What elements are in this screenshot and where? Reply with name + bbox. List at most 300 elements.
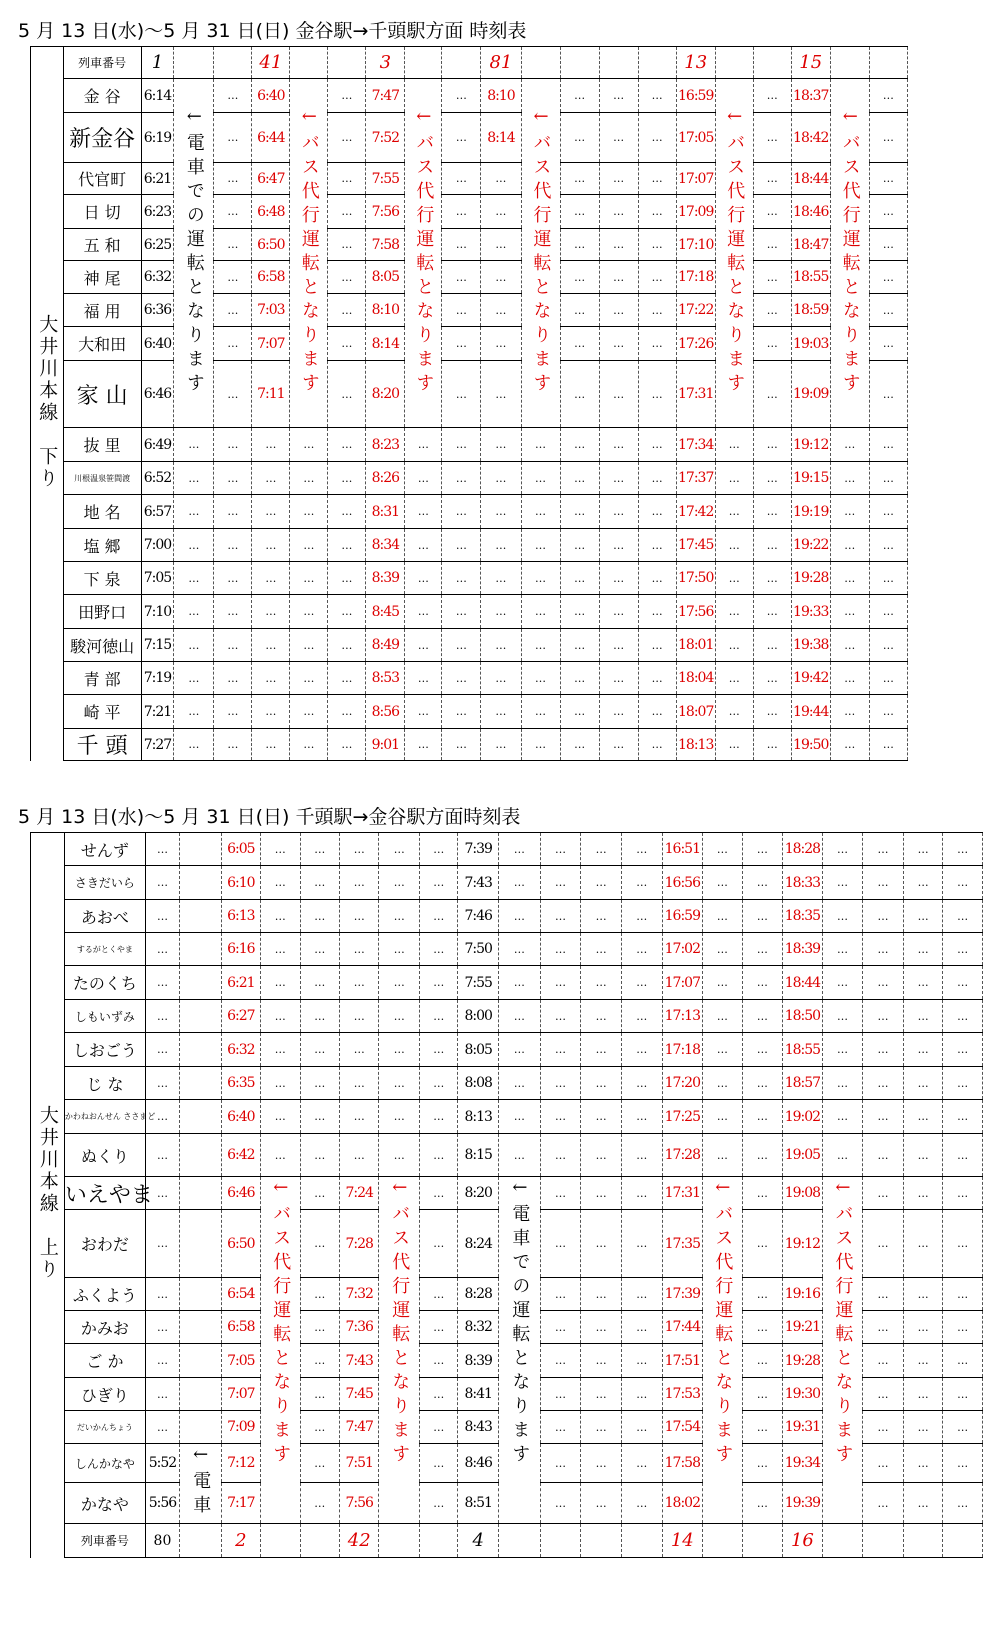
station-name: するがとくやま [64,933,145,966]
no-stop-cell: … [328,562,366,595]
time-cell: 7:43 [340,1344,379,1378]
no-stop-cell: … [146,900,180,933]
no-stop-cell: … [943,1177,983,1210]
no-stop-cell: … [174,662,214,695]
station-row [31,1033,983,1067]
no-stop-cell: … [481,695,521,729]
no-stop-cell: … [540,1278,581,1311]
no-stop-cell: … [621,1444,662,1483]
no-stop-cell: … [300,933,339,966]
station-name: せんず [64,833,145,866]
no-stop-cell: … [146,1033,180,1067]
time-cell: 6:40 [141,327,174,361]
no-stop-cell: … [300,1033,339,1067]
no-stop-cell: … [174,428,214,462]
no-stop-cell: … [481,495,521,529]
time-cell: 6:32 [221,1033,260,1067]
no-stop-cell: … [943,1278,983,1311]
no-stop-cell: … [481,629,521,662]
station-name: 駿河徳山 [63,629,141,662]
no-stop-cell: … [499,1067,541,1100]
no-stop-cell: … [261,1134,300,1177]
no-stop-cell: … [328,595,366,629]
time-cell: 8:08 [458,1067,499,1100]
time-cell: 7:50 [458,933,499,966]
no-stop-cell: … [499,1134,541,1177]
no-stop-cell: … [742,933,783,966]
time-cell: 6:47 [252,163,290,195]
station-row [31,1100,983,1134]
no-stop-cell: … [420,1134,458,1177]
train-number-cell: 81 [481,47,521,79]
no-stop-cell: … [599,428,638,462]
no-stop-cell: … [379,933,420,966]
time-cell: 6:27 [221,1000,260,1033]
time-cell: 17:51 [662,1344,703,1378]
no-stop-cell: … [703,833,742,866]
no-stop-cell: … [328,294,366,327]
station-row [31,966,983,1000]
no-stop-cell: … [599,495,638,529]
no-stop-cell: … [328,113,366,163]
time-cell: 18:02 [662,1483,703,1524]
no-stop-cell: … [420,933,458,966]
no-stop-cell: … [420,1067,458,1100]
train-number-cell: 14 [662,1524,703,1558]
no-stop-cell: … [261,1033,300,1067]
bus-substitute-note-text: ←バス代行運転となります [712,1177,734,1468]
no-stop-cell: … [903,1278,942,1311]
no-stop-cell: … [599,163,638,195]
no-stop-cell: … [903,1311,942,1344]
no-stop-cell: … [599,595,638,629]
time-cell: 7:51 [340,1444,379,1483]
no-stop-cell: … [146,1378,180,1411]
station-row [31,1134,983,1177]
time-cell: 8:20 [458,1177,499,1210]
time-cell: 7:55 [366,163,405,195]
station-name: 下 泉 [63,562,141,595]
train-number-cell [863,1524,904,1558]
time-cell: 7:47 [366,79,405,113]
time-cell: 17:31 [662,1177,703,1210]
time-cell: 7:46 [458,900,499,933]
no-stop-cell: … [499,900,541,933]
time-cell: 19:28 [791,562,830,595]
no-stop-cell: … [420,1177,458,1210]
down-timetable-title: 5 月 13 日(水)〜5 月 31 日(日) 金谷駅→千頭駅方面 時刻表 [18,20,527,42]
no-stop-cell: … [903,1177,942,1210]
bus-substitute-note-text: ←バス代行運転となります [832,1177,854,1468]
no-stop-cell: … [521,495,560,529]
time-cell: 17:18 [676,261,715,294]
no-stop-cell: … [379,1067,420,1100]
no-stop-cell: … [252,462,290,495]
time-cell: 8:51 [458,1483,499,1524]
no-stop-cell: … [481,662,521,695]
no-stop-cell: … [481,261,521,294]
time-cell: 19:34 [783,1444,822,1483]
no-stop-cell: … [943,1411,983,1444]
no-stop-cell: … [638,529,676,562]
station-name: しもいずみ [64,1000,145,1033]
station-name: 家 山 [63,361,141,428]
no-stop-cell: … [481,595,521,629]
no-stop-cell: … [442,529,481,562]
no-stop-cell: … [822,933,863,966]
no-stop-cell: … [261,1100,300,1134]
no-stop-cell: … [405,462,442,495]
no-stop-cell: … [340,1100,379,1134]
no-stop-cell: … [328,195,366,229]
no-stop-cell: … [146,1311,180,1344]
no-stop-cell: … [261,1000,300,1033]
station-name: 抜 里 [63,428,141,462]
no-stop-cell: … [540,1210,581,1278]
time-cell: 17:31 [676,361,715,428]
no-stop-cell: … [599,261,638,294]
no-stop-cell: … [290,629,328,662]
no-stop-cell: … [146,1067,180,1100]
no-stop-cell: … [863,1344,904,1378]
no-stop-cell: … [742,1278,783,1311]
no-stop-cell: … [252,562,290,595]
no-stop-cell: … [214,495,252,529]
no-stop-cell: … [261,1067,300,1100]
time-cell: 6:42 [221,1134,260,1177]
no-stop-cell: … [146,1210,180,1278]
no-stop-cell: … [863,1067,904,1100]
no-stop-cell: … [146,1134,180,1177]
no-stop-cell: … [621,1483,662,1524]
no-stop-cell: … [753,495,791,529]
time-cell: 8:14 [366,327,405,361]
no-stop-cell: … [581,1411,622,1444]
up-timetable-title: 5 月 13 日(水)〜5 月 31 日(日) 千頭駅→金谷駅方面時刻表 [18,806,521,828]
no-stop-cell: … [863,866,904,900]
time-cell: 6:14 [141,79,174,113]
no-stop-cell: … [753,595,791,629]
train-number-cell [903,1524,942,1558]
train-number-cell: 3 [366,47,405,79]
time-cell: 6:58 [221,1311,260,1344]
time-cell: 7:52 [366,113,405,163]
no-stop-cell: … [499,833,541,866]
no-stop-cell: … [830,529,869,562]
no-stop-cell: … [715,629,753,662]
time-cell: 19:15 [791,462,830,495]
no-stop-cell: … [405,529,442,562]
no-stop-cell: … [703,933,742,966]
no-stop-cell: … [300,1344,339,1378]
time-cell: 17:58 [662,1444,703,1483]
time-cell: 6:23 [141,195,174,229]
no-stop-cell: … [869,695,907,729]
time-cell: 6:25 [141,229,174,261]
no-stop-cell: … [521,462,560,495]
empty-cell [179,1311,221,1344]
no-stop-cell: … [420,966,458,1000]
no-stop-cell: … [560,595,599,629]
no-stop-cell: … [715,428,753,462]
bus-substitute-note [830,79,869,428]
no-stop-cell: … [174,729,214,761]
no-stop-cell: … [903,1000,942,1033]
time-cell: 9:01 [366,729,405,761]
bus-substitute-note-text: ←バス代行運転となります [298,105,320,397]
train-number-cell [715,47,753,79]
train-number-cell [499,1524,541,1558]
no-stop-cell: … [830,595,869,629]
no-stop-cell: … [703,866,742,900]
time-cell: 17:35 [662,1210,703,1278]
no-stop-cell: … [405,495,442,529]
no-stop-cell: … [742,966,783,1000]
station-row [31,195,908,229]
time-cell: 19:39 [783,1483,822,1524]
time-cell: 7:11 [252,361,290,428]
no-stop-cell: … [481,163,521,195]
no-stop-cell: … [174,562,214,595]
train-number-cell: 15 [791,47,830,79]
no-stop-cell: … [703,1134,742,1177]
no-stop-cell: … [499,1033,541,1067]
no-stop-cell: … [638,327,676,361]
no-stop-cell: … [442,428,481,462]
no-stop-cell: … [943,1033,983,1067]
station-row [31,662,908,695]
time-cell: 17:50 [676,562,715,595]
train-number-cell [742,1524,783,1558]
no-stop-cell: … [540,1000,581,1033]
station-name: かわねおんせん ささまど [64,1100,145,1134]
time-cell: 18:01 [676,629,715,662]
no-stop-cell: … [340,900,379,933]
station-row [31,163,908,195]
no-stop-cell: … [863,1378,904,1411]
station-row [31,900,983,933]
no-stop-cell: … [638,195,676,229]
electric-train-note-text: ←電車での運転となります [509,1177,531,1468]
bus-substitute-note-text: ←バス代行運転となります [270,1177,292,1468]
time-cell: 17:07 [662,966,703,1000]
time-cell: 7:56 [340,1483,379,1524]
no-stop-cell: … [442,195,481,229]
time-cell: 6:50 [252,229,290,261]
train-number-cell [328,47,366,79]
station-name: 塩 郷 [63,529,141,562]
no-stop-cell: … [442,361,481,428]
time-cell: 7:47 [340,1411,379,1444]
station-name: 代官町 [63,163,141,195]
electric-train-note [174,79,214,428]
no-stop-cell: … [830,462,869,495]
no-stop-cell: … [638,361,676,428]
bus-substitute-note [290,79,328,428]
no-stop-cell: … [560,529,599,562]
no-stop-cell: … [943,966,983,1000]
no-stop-cell: … [328,361,366,428]
time-cell: 8:00 [458,1000,499,1033]
no-stop-cell: … [252,695,290,729]
no-stop-cell: … [753,529,791,562]
train-number-cell [560,47,599,79]
empty-cell [179,1278,221,1311]
no-stop-cell: … [340,1000,379,1033]
no-stop-cell: … [753,562,791,595]
no-stop-cell: … [214,462,252,495]
no-stop-cell: … [599,695,638,729]
no-stop-cell: … [146,1411,180,1444]
no-stop-cell: … [290,662,328,695]
no-stop-cell: … [405,562,442,595]
no-stop-cell: … [621,1100,662,1134]
time-cell: 6:46 [141,361,174,428]
no-stop-cell: … [146,966,180,1000]
no-stop-cell: … [174,629,214,662]
time-cell: 18:37 [791,79,830,113]
bus-substitute-note [822,1177,863,1524]
no-stop-cell: … [638,462,676,495]
time-cell: 7:09 [221,1411,260,1444]
no-stop-cell: … [214,327,252,361]
no-stop-cell: … [420,1311,458,1344]
no-stop-cell: … [340,1067,379,1100]
empty-cell [179,1000,221,1033]
no-stop-cell: … [903,966,942,1000]
time-cell: 17:09 [676,195,715,229]
time-cell: 17:39 [662,1278,703,1311]
no-stop-cell: … [903,833,942,866]
no-stop-cell: … [499,866,541,900]
time-cell: 18:55 [783,1033,822,1067]
no-stop-cell: … [540,1311,581,1344]
no-stop-cell: … [442,261,481,294]
bus-substitute-note [261,1177,300,1524]
train-number-cell [703,1524,742,1558]
no-stop-cell: … [703,1033,742,1067]
no-stop-cell: … [742,1411,783,1444]
train-number-cell [174,47,214,79]
no-stop-cell: … [300,900,339,933]
no-stop-cell: … [599,729,638,761]
station-row [31,79,908,113]
time-cell: 17:53 [662,1378,703,1411]
no-stop-cell: … [214,729,252,761]
no-stop-cell: … [742,1033,783,1067]
no-stop-cell: … [261,866,300,900]
no-stop-cell: … [214,79,252,113]
no-stop-cell: … [481,562,521,595]
time-cell: 7:58 [366,229,405,261]
no-stop-cell: … [405,662,442,695]
bus-substitute-note [379,1177,420,1524]
empty-cell [179,900,221,933]
no-stop-cell: … [753,229,791,261]
train-number-cell [290,47,328,79]
no-stop-cell: … [300,966,339,1000]
no-stop-cell: … [621,1067,662,1100]
train-number-cell: 16 [783,1524,822,1558]
no-stop-cell: … [214,695,252,729]
time-cell: 17:02 [662,933,703,966]
time-cell: 7:21 [141,695,174,729]
no-stop-cell: … [290,428,328,462]
time-cell: 8:31 [366,495,405,529]
time-cell: 6:40 [252,79,290,113]
train-number-cell [599,47,638,79]
time-cell: 6:19 [141,113,174,163]
time-cell: 6:57 [141,495,174,529]
no-stop-cell: … [442,462,481,495]
station-row [31,428,908,462]
no-stop-cell: … [521,729,560,761]
empty-cell [179,1411,221,1444]
no-stop-cell: … [290,595,328,629]
no-stop-cell: … [869,495,907,529]
no-stop-cell: … [742,833,783,866]
no-stop-cell: … [703,1067,742,1100]
no-stop-cell: … [703,1100,742,1134]
station-row [31,629,908,662]
no-stop-cell: … [822,1100,863,1134]
no-stop-cell: … [214,529,252,562]
no-stop-cell: … [863,1483,904,1524]
no-stop-cell: … [420,1100,458,1134]
no-stop-cell: … [703,966,742,1000]
no-stop-cell: … [481,529,521,562]
time-cell: 18:35 [783,900,822,933]
no-stop-cell: … [943,866,983,900]
no-stop-cell: … [581,933,622,966]
no-stop-cell: … [442,79,481,113]
station-name: 日 切 [63,195,141,229]
no-stop-cell: … [481,327,521,361]
no-stop-cell: … [540,833,581,866]
no-stop-cell: … [214,662,252,695]
no-stop-cell: … [146,1100,180,1134]
no-stop-cell: … [420,1378,458,1411]
no-stop-cell: … [863,1177,904,1210]
time-cell: 7:43 [458,866,499,900]
time-cell: 17:10 [676,229,715,261]
no-stop-cell: … [581,1483,622,1524]
no-stop-cell: … [214,294,252,327]
no-stop-cell: … [328,229,366,261]
station-name: さきだいら [64,866,145,900]
station-name: 神 尾 [63,261,141,294]
no-stop-cell: … [214,595,252,629]
time-cell: 17:34 [676,428,715,462]
bus-substitute-note [715,79,753,428]
no-stop-cell: … [560,79,599,113]
no-stop-cell: … [638,428,676,462]
electric-train-note [179,1444,221,1524]
no-stop-cell: … [442,113,481,163]
time-cell: 19:09 [791,361,830,428]
train-number-cell [638,47,676,79]
bus-substitute-note-text: ←バス代行運転となります [724,105,746,397]
no-stop-cell: … [560,261,599,294]
no-stop-cell: … [328,695,366,729]
no-stop-cell: … [420,1278,458,1311]
no-stop-cell: … [252,729,290,761]
no-stop-cell: … [328,79,366,113]
electric-train-note-text: ←電車での運転となります [183,105,205,397]
no-stop-cell: … [300,1100,339,1134]
no-stop-cell: … [328,327,366,361]
no-stop-cell: … [753,361,791,428]
